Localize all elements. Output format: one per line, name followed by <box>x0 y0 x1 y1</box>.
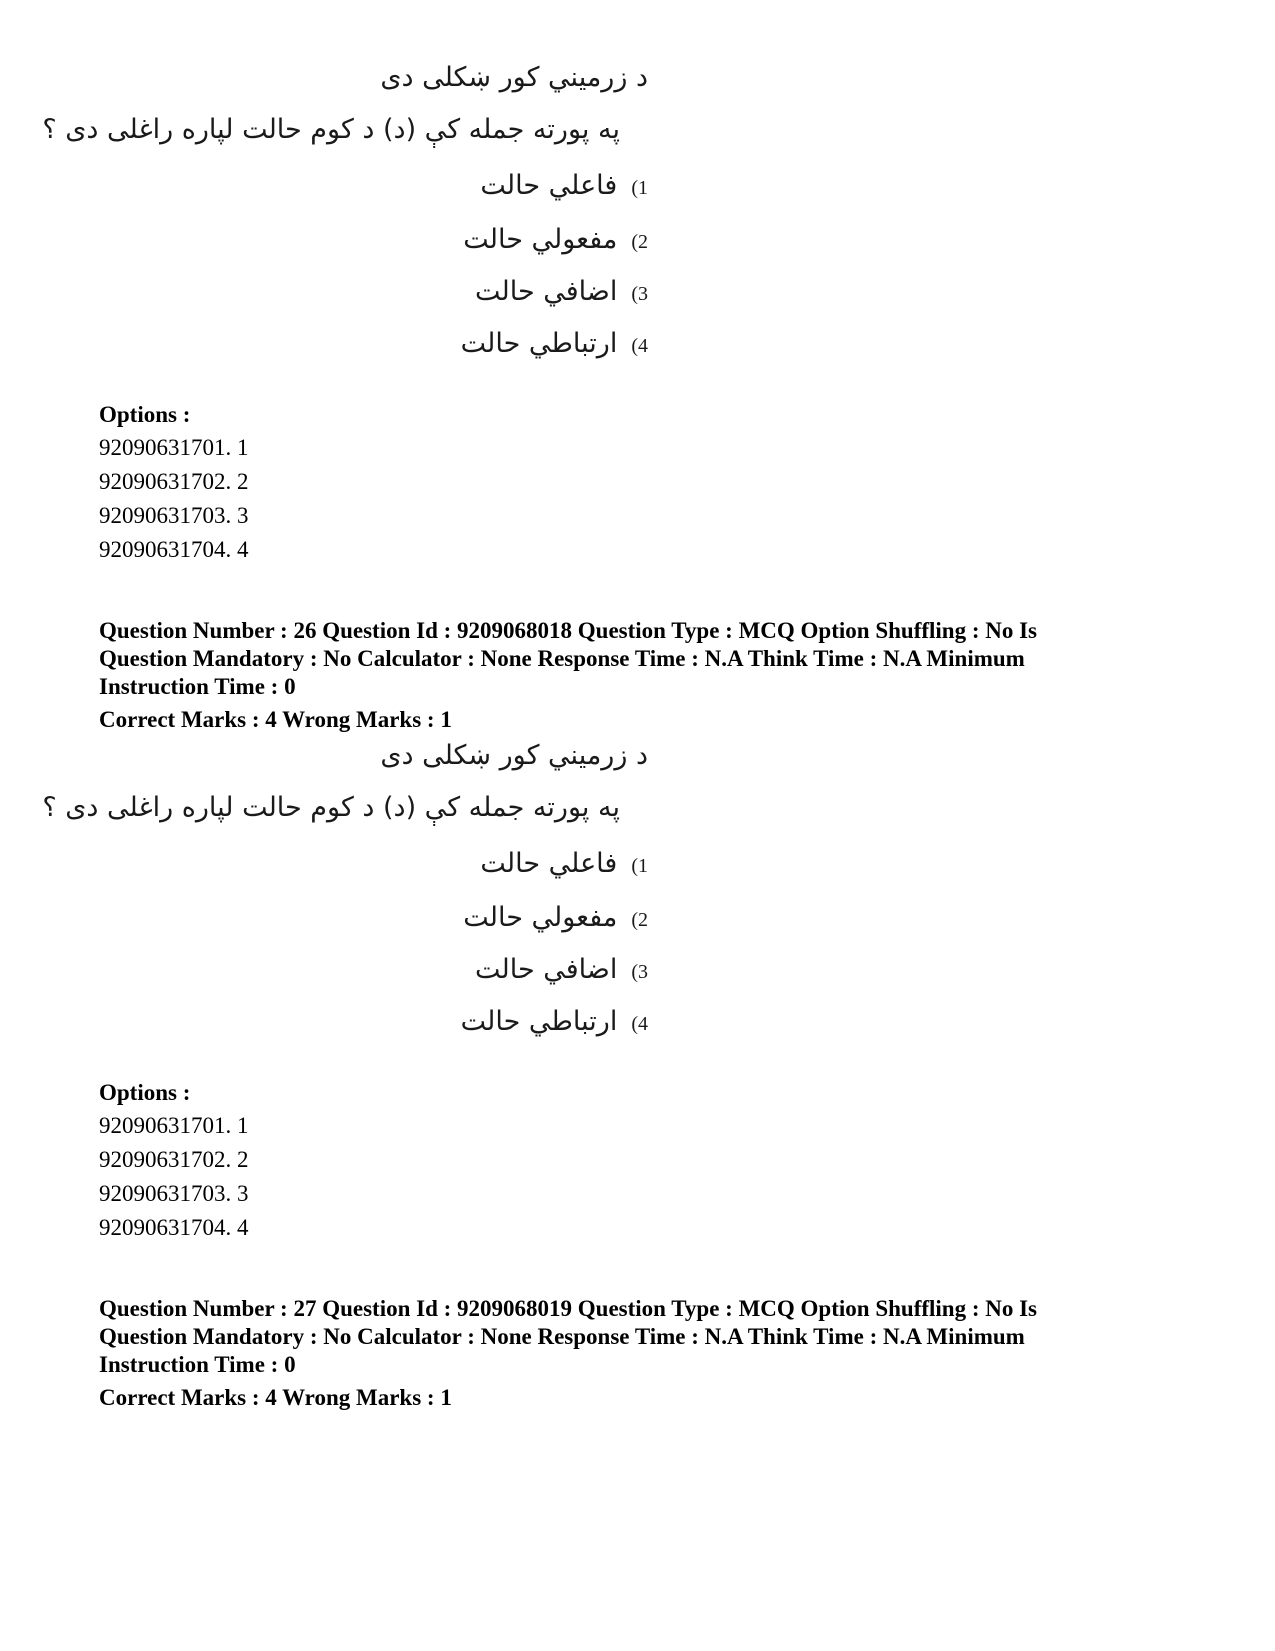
question-option-4 <box>461 328 648 359</box>
question-option-1 <box>480 848 648 879</box>
question-sentence: د زرميني كور ښكلى دى <box>380 740 648 771</box>
option-row: 92090631701. 1 <box>99 1113 249 1138</box>
question-marks: Correct Marks : 4 Wrong Marks : 1 <box>99 1385 452 1410</box>
option-number: (3 <box>631 283 648 305</box>
question-prompt: په پورته جمله کې (د) د کوم حالت لپاره راغلى دى ؟ <box>42 114 620 145</box>
question-marks: Correct Marks : 4 Wrong Marks : 1 <box>99 707 452 732</box>
option-number: (4 <box>631 1013 648 1035</box>
option-text: اضافي حالت <box>475 276 618 307</box>
option-number: (4 <box>631 335 648 357</box>
question-option-3 <box>475 954 648 985</box>
option-row: 92090631701. 1 <box>99 435 249 460</box>
question-option-2 <box>463 902 648 933</box>
option-text: مفعولي حالت <box>463 224 618 255</box>
question-image-1 <box>42 62 690 367</box>
option-text: ارتباطي حالت <box>460 1006 618 1037</box>
question-sentence: د زرميني كور ښكلى دى <box>380 62 648 93</box>
option-row: 92090631703. 3 <box>99 503 249 528</box>
question-option-3 <box>475 276 648 307</box>
question-prompt: په پورته جمله کې (د) د کوم حالت لپاره راغلى دى ؟ <box>42 792 620 823</box>
option-text: مفعولي حالت <box>463 902 618 933</box>
question-meta: Question Number : 26 Question Id : 9209068018 Question Type : MCQ Option Shuffling : No Is Question Mandatory : No Calculator : None Response Time : N.A Think Time : N.A Minimum Instruction Time : 0 <box>99 618 1038 699</box>
option-number: (1 <box>631 855 648 877</box>
options-title: Options : <box>99 402 191 427</box>
option-number: (2 <box>631 231 648 253</box>
option-text: ارتباطي حالت <box>460 328 618 359</box>
options-title: Options : <box>99 1080 191 1105</box>
option-row: 92090631702. 2 <box>99 1147 249 1172</box>
option-row: 92090631704. 4 <box>99 537 249 562</box>
option-number: (3 <box>631 961 648 983</box>
option-number: (2 <box>631 909 648 931</box>
question-meta: Question Number : 27 Question Id : 9209068019 Question Type : MCQ Option Shuffling : No Is Question Mandatory : No Calculator : None Response Time : N.A Think Time : N.A Minimum Instruction Time : 0 <box>99 1296 1038 1377</box>
question-option-4 <box>461 1006 648 1037</box>
option-text: فاعلي حالت <box>480 170 618 201</box>
option-row: 92090631704. 4 <box>99 1215 249 1240</box>
question-image-2 <box>42 740 690 1045</box>
question-option-1 <box>480 170 648 201</box>
option-number: (1 <box>631 177 648 199</box>
option-row: 92090631702. 2 <box>99 469 249 494</box>
question-option-2 <box>463 224 648 255</box>
option-row: 92090631703. 3 <box>99 1181 249 1206</box>
option-text: اضافي حالت <box>475 954 618 985</box>
option-text: فاعلي حالت <box>480 848 618 879</box>
